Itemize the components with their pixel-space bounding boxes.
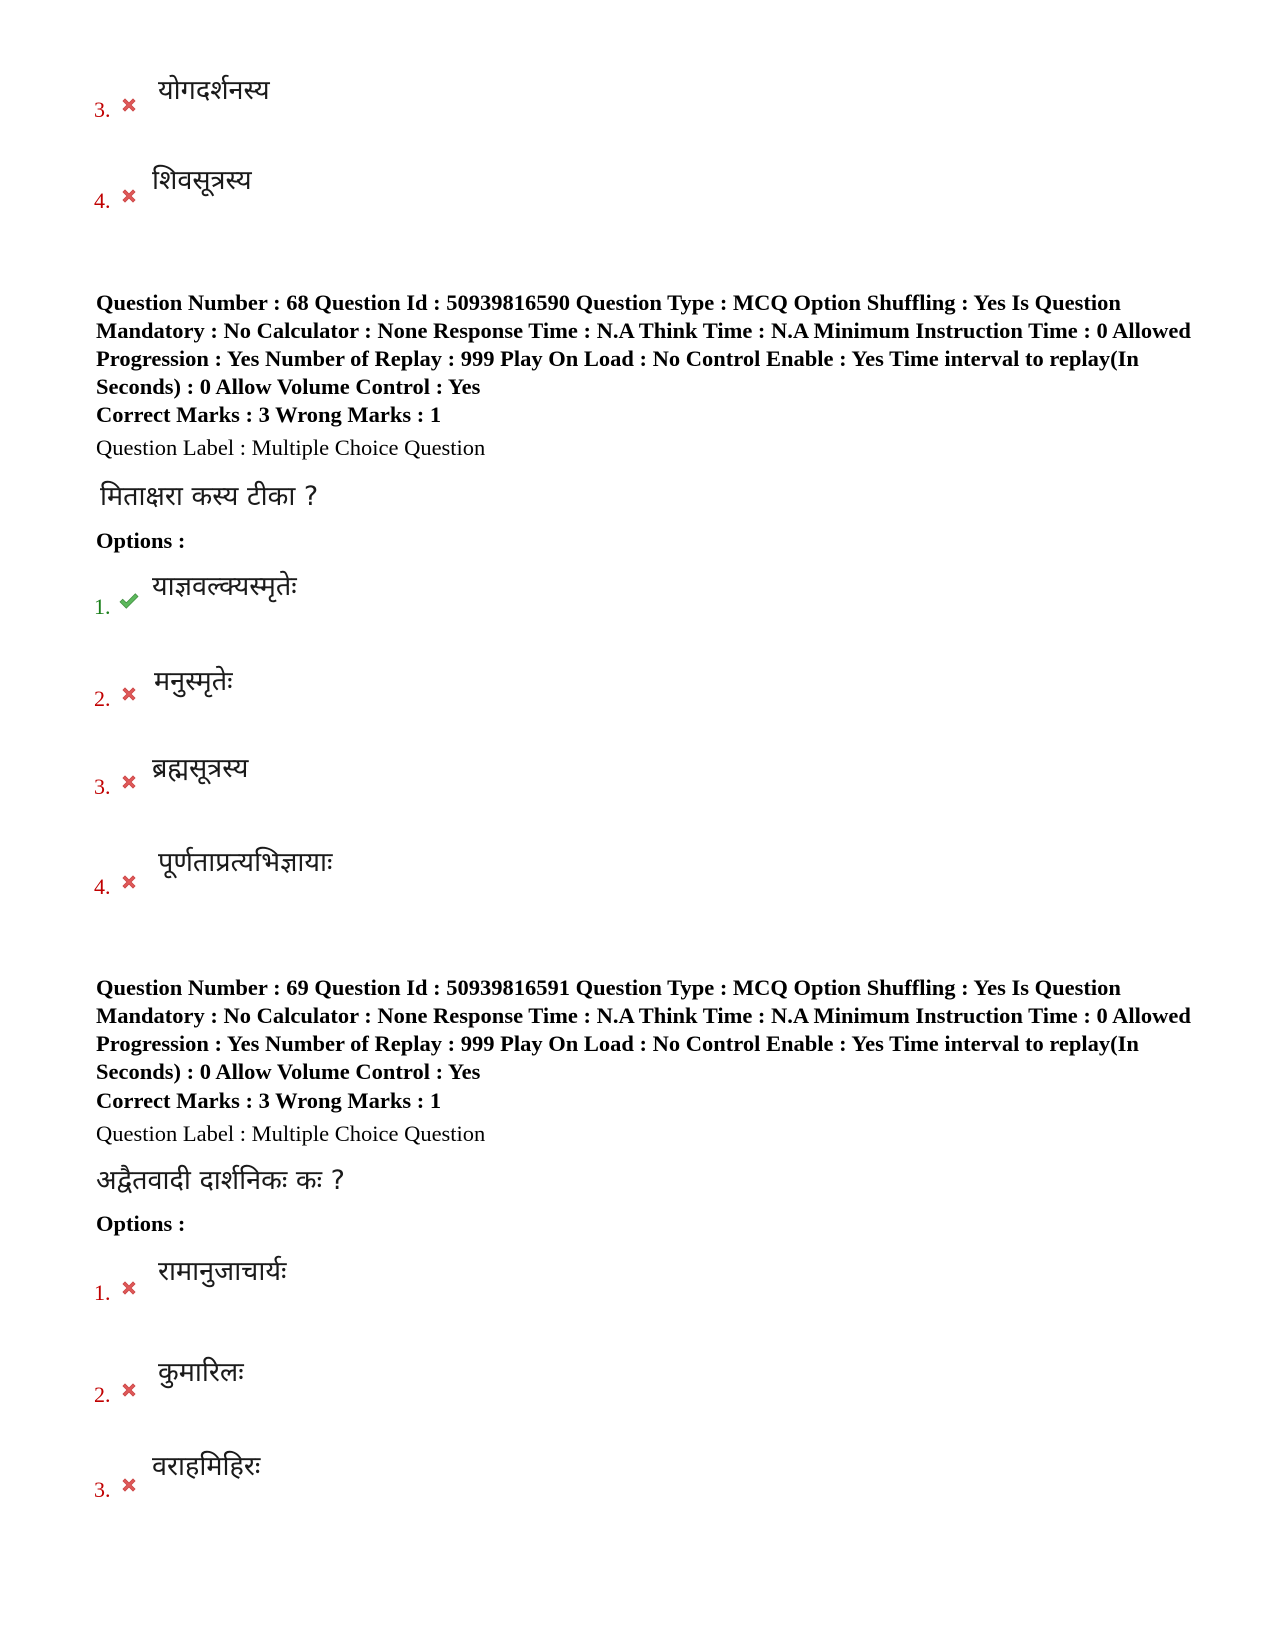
cross-icon — [120, 1381, 138, 1399]
option-number: 3. — [94, 97, 111, 122]
question-text: अद्वैतवादी दार्शनिकः कः ? — [96, 1165, 346, 1196]
option-number: 3. — [94, 774, 111, 799]
option-number: 2. — [94, 686, 111, 711]
option-text: शिवसूत्रस्य — [152, 165, 252, 196]
cross-icon — [120, 873, 138, 891]
option-number: 3. — [94, 1477, 111, 1502]
cross-icon — [120, 187, 138, 205]
option-number: 4. — [94, 874, 111, 899]
question-meta: Question Number : 68 Question Id : 50939816590 Question Type : MCQ Option Shuffling : Yes Is Question Mandatory : No Calculator : None Response Time : N.A Think Time : N.A Minimum Instruction Time : 0 Allowed Progression : Yes Number of Replay : 999 Play On Load : No Control Enable : Yes Time interval to replay(In Seconds) : 0 Allow Volume Control : Yes — [96, 290, 1191, 399]
option-text: योगदर्शनस्य — [158, 75, 270, 106]
option-number: 2. — [94, 1382, 111, 1407]
option-text: रामानुजाचार्यः — [158, 1256, 287, 1287]
cross-icon — [120, 96, 138, 114]
cross-icon — [120, 1476, 138, 1494]
option-text: पूर्णताप्रत्यभिज्ञायाः — [158, 847, 333, 878]
option-number: 1. — [94, 1280, 111, 1305]
option-text: याज्ञवल्क्यस्मृतेः — [152, 571, 297, 602]
question-label: Question Label : Multiple Choice Question — [96, 1121, 486, 1146]
options-heading: Options : — [96, 528, 186, 553]
cross-icon — [120, 773, 138, 791]
option-number: 1. — [94, 594, 111, 619]
question-meta: Question Number : 69 Question Id : 50939816591 Question Type : MCQ Option Shuffling : Yes Is Question Mandatory : No Calculator : None Response Time : N.A Think Time : N.A Minimum Instruction Time : 0 Allowed Progression : Yes Number of Replay : 999 Play On Load : No Control Enable : Yes Time interval to replay(In Seconds) : 0 Allow Volume Control : Yes — [96, 975, 1191, 1084]
question-marks: Correct Marks : 3 Wrong Marks : 1 — [96, 402, 442, 427]
check-icon — [118, 592, 140, 610]
question-label: Question Label : Multiple Choice Question — [96, 435, 486, 460]
cross-icon — [120, 685, 138, 703]
option-text: ब्रह्मसूत्रस्य — [152, 753, 249, 784]
option-text: मनुस्मृतेः — [154, 666, 233, 697]
question-text: मिताक्षरा कस्य टीका ? — [100, 481, 319, 512]
cross-icon — [120, 1279, 138, 1297]
option-number: 4. — [94, 188, 111, 213]
option-text: कुमारिलः — [158, 1357, 244, 1388]
option-text: वराहमिहिरः — [152, 1451, 261, 1482]
question-marks: Correct Marks : 3 Wrong Marks : 1 — [96, 1088, 442, 1113]
options-heading: Options : — [96, 1211, 186, 1236]
